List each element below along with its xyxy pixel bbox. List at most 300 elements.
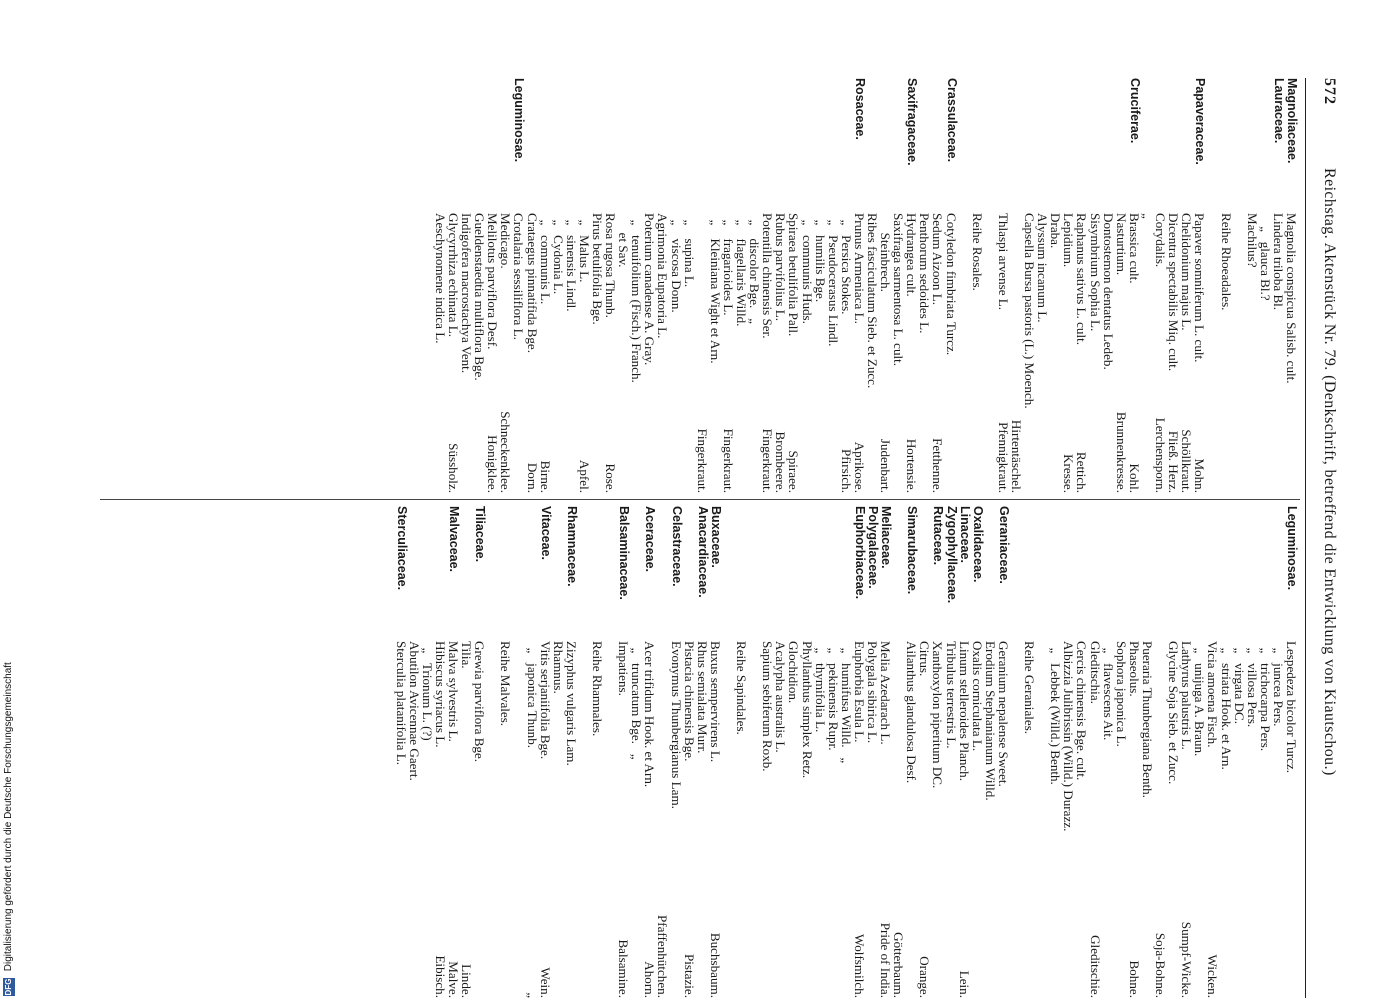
species-name: Gueldenstaedtia multiflora Bge. bbox=[472, 213, 488, 381]
list-item bbox=[1180, 78, 1193, 493]
species-name: Tribulus terrestris L. bbox=[943, 641, 959, 749]
list-item bbox=[722, 78, 735, 493]
species-name: Pirus betulifolia Bge. bbox=[590, 213, 606, 325]
family-name: Papaveraceae. bbox=[1193, 78, 1208, 165]
family-name: Rhamnaceae. bbox=[564, 506, 579, 587]
list-item bbox=[1193, 506, 1206, 998]
common-name: Rose. bbox=[603, 463, 619, 493]
list-item bbox=[1115, 506, 1128, 998]
species-name: „ glauca Bl.? bbox=[1257, 213, 1273, 301]
species-name: Sterculia platanifolia L. bbox=[393, 641, 409, 765]
family-name: Vitaceae. bbox=[538, 506, 553, 560]
species-name: „ flavescens Ait. bbox=[1100, 641, 1116, 741]
list-item bbox=[696, 506, 709, 998]
species-name: Reihe Rhoeadales. bbox=[1218, 213, 1234, 311]
list-item bbox=[656, 506, 669, 998]
common-name: Fingerkraut. bbox=[720, 428, 736, 493]
list-item bbox=[800, 78, 813, 493]
list-item bbox=[1102, 78, 1115, 493]
species-name: „ bbox=[1139, 213, 1155, 219]
species-name: Reihe Sapindales. bbox=[734, 641, 750, 735]
common-name: Pistazie. bbox=[681, 954, 697, 998]
list-item bbox=[761, 78, 774, 493]
right-column bbox=[88, 506, 1298, 998]
species-name: Erodium Stephanianum Willd. bbox=[982, 641, 998, 801]
species-name: „ Trionum L. (?) bbox=[419, 641, 435, 741]
list-item bbox=[643, 78, 656, 493]
list-item bbox=[486, 78, 499, 493]
dfg-logo: DFG bbox=[4, 978, 13, 996]
common-name: Bohne. bbox=[1126, 960, 1142, 998]
species-name: Buxus sempervirens L. bbox=[707, 641, 723, 763]
list-item bbox=[1219, 506, 1232, 998]
species-name: Geranium nepalense Sweet. bbox=[995, 641, 1011, 787]
list-item bbox=[984, 506, 997, 998]
list-item bbox=[918, 78, 931, 493]
list-item bbox=[1089, 78, 1102, 493]
common-name: Brunnenkresse. bbox=[1113, 411, 1129, 493]
family-name: Polygalaceae. bbox=[866, 506, 880, 589]
list-item bbox=[578, 506, 591, 998]
species-name: Papaver somniferum L. cult. bbox=[1192, 213, 1208, 363]
species-name: Saxifraga sarmentosa L. cult. bbox=[891, 213, 907, 367]
list-item bbox=[774, 506, 787, 998]
species-name: Steinbrech. bbox=[878, 213, 894, 292]
list-item bbox=[565, 78, 578, 493]
list-item bbox=[761, 506, 774, 998]
list-item bbox=[1010, 78, 1023, 493]
list-item bbox=[1246, 506, 1259, 998]
species-name: Rosa rugosa Thunb. bbox=[603, 213, 619, 318]
list-item bbox=[656, 78, 669, 493]
common-name: Lerchensporn. bbox=[1153, 417, 1169, 493]
list-item bbox=[499, 506, 512, 998]
list-item bbox=[552, 506, 565, 998]
common-name: Hirtentäschel. bbox=[1009, 419, 1025, 493]
list-item bbox=[958, 506, 971, 998]
list-item bbox=[1259, 78, 1272, 493]
family-name: Anacardiaceae. bbox=[695, 506, 710, 598]
common-name: Schneckenklee. bbox=[498, 411, 514, 493]
species-name: Chelidonium majus L. bbox=[1179, 213, 1195, 331]
species-name: Crotalaria sessiliflora L. bbox=[511, 213, 527, 340]
family-name: Euphorbiaceae. bbox=[852, 506, 867, 600]
species-name: Melilotus parviflora Desf. bbox=[485, 213, 501, 350]
family-name: Lauraceae. bbox=[1271, 78, 1286, 144]
species-name: Albizzia Julibrissin (Willd.) Durazz. bbox=[1061, 641, 1077, 832]
family-name: Simarubaceae. bbox=[905, 506, 920, 595]
list-item bbox=[892, 78, 905, 493]
species-name: Evonymus Thunbergianus Lam. bbox=[668, 641, 684, 809]
list-item bbox=[774, 78, 787, 493]
species-name: Melia Azedarach L. bbox=[878, 641, 894, 745]
list-item bbox=[853, 78, 866, 493]
species-name: „ supina L. bbox=[681, 213, 697, 288]
list-item bbox=[787, 78, 800, 493]
list-item bbox=[931, 78, 944, 493]
list-item bbox=[1285, 78, 1298, 493]
species-name: „ japonica Thunb. bbox=[524, 641, 540, 749]
list-item bbox=[709, 78, 722, 493]
species-name: „ Kleiniana Wight et Arn. bbox=[707, 213, 723, 364]
list-item bbox=[578, 78, 591, 493]
species-name: Euphorbia Esula L. bbox=[851, 641, 867, 743]
species-name: „ striata Hook. et Arn. bbox=[1218, 641, 1234, 770]
list-item bbox=[1062, 78, 1075, 493]
list-item bbox=[604, 506, 617, 998]
list-item bbox=[814, 78, 827, 493]
species-name: Cotyledon fimbriata Turcz. bbox=[943, 213, 959, 356]
common-name: Spiraee. bbox=[786, 450, 802, 493]
species-name: „ truncatum Bge. „ bbox=[629, 641, 645, 760]
list-item bbox=[1154, 506, 1167, 998]
species-name: Magnolia conspicua Salisb. cult. bbox=[1284, 213, 1299, 384]
species-name: „ sinensis Lindl. bbox=[563, 213, 579, 312]
list-item bbox=[1036, 78, 1049, 493]
page-title: Reichstag. Aktenstück Nr. 79. (Denkschrift, betreffend die Entwicklung von Kiautschou.) bbox=[1321, 168, 1338, 776]
family-name: Rutaceae. bbox=[931, 506, 946, 566]
list-item bbox=[1233, 78, 1246, 493]
list-item bbox=[944, 506, 957, 998]
species-name: „ pekinensis Rupr. bbox=[825, 641, 841, 751]
family-name: Geraniaceae. bbox=[996, 506, 1011, 584]
species-name: et Sav. bbox=[616, 213, 632, 268]
species-name: Ailanthus glandulosa Desf. bbox=[904, 641, 920, 784]
list-item bbox=[971, 506, 984, 998]
list-item bbox=[735, 78, 748, 493]
species-name: Impatiens. bbox=[616, 641, 632, 696]
list-item bbox=[827, 78, 840, 493]
species-name: Corydalis. bbox=[1153, 213, 1169, 268]
list-item bbox=[709, 506, 722, 998]
common-name: Süssholz. bbox=[446, 443, 461, 493]
list-item bbox=[617, 78, 630, 493]
list-item bbox=[617, 506, 630, 998]
species-name: Tilia. bbox=[459, 641, 475, 669]
family-name: Magnoliaceae. bbox=[1285, 78, 1299, 164]
list-item bbox=[944, 78, 957, 493]
species-name: Hibiscus syriacus L. bbox=[432, 641, 448, 748]
species-name: Potentilla chinensis Ser. bbox=[760, 213, 776, 339]
common-name: Fingerkraut. bbox=[694, 428, 710, 493]
list-item bbox=[879, 78, 892, 493]
list-item bbox=[1259, 506, 1272, 998]
list-item bbox=[499, 78, 512, 493]
list-item bbox=[866, 78, 879, 493]
list-item bbox=[748, 506, 761, 998]
species-name: Xanthoxylon piperitum DC. bbox=[930, 641, 946, 789]
list-item bbox=[918, 506, 931, 998]
list-item bbox=[1285, 506, 1298, 998]
species-name: „ Lebbek (Willd.) Benth. bbox=[1048, 641, 1064, 785]
left-column bbox=[88, 78, 1298, 493]
common-name: Pfennigkraut. bbox=[995, 422, 1011, 493]
common-name: Apfel. bbox=[576, 459, 592, 493]
common-name: Pfirsich. bbox=[838, 448, 854, 493]
rotated-page bbox=[80, 78, 1340, 998]
species-name: Penthorum sedoides L. bbox=[917, 213, 933, 334]
species-name: „ humifusa Willd. „ bbox=[838, 641, 854, 764]
family-name: Tiliaceae. bbox=[473, 506, 488, 563]
list-item bbox=[525, 78, 538, 493]
species-name: Zizyphus vulgaris Lam. bbox=[563, 641, 579, 766]
common-name: Soja-Bohne. bbox=[1153, 932, 1169, 998]
species-name: Lespedeza bicolor Turcz. bbox=[1284, 641, 1299, 773]
list-item bbox=[958, 78, 971, 493]
species-name: Sophora japonica L. bbox=[1113, 641, 1129, 747]
species-name: „ Malus L. bbox=[576, 213, 592, 283]
list-item bbox=[683, 78, 696, 493]
list-item bbox=[984, 78, 997, 493]
list-item bbox=[696, 78, 709, 493]
list-item bbox=[1206, 506, 1219, 998]
family-name: Oxalidaceae. bbox=[970, 506, 985, 583]
list-item bbox=[840, 78, 853, 493]
species-name: Aeschynomene indica L. bbox=[432, 213, 448, 344]
species-name: Glycyrrhiza echinata L. bbox=[446, 213, 461, 337]
species-name: Rhamnus. bbox=[550, 641, 566, 694]
family-name: Balsaminaceae. bbox=[617, 506, 632, 600]
list-item bbox=[512, 78, 525, 493]
list-item bbox=[1128, 78, 1141, 493]
species-name: „ Persica Stokes. bbox=[838, 213, 854, 315]
species-name: Nasturtium. bbox=[1113, 213, 1129, 276]
species-name: Crataegus pinnatifida Bge. bbox=[524, 213, 540, 353]
list-item bbox=[1075, 78, 1088, 493]
list-item bbox=[1010, 506, 1023, 998]
species-name: Rubus parvifolius L. bbox=[773, 213, 789, 322]
list-item bbox=[539, 78, 552, 493]
page-header bbox=[1310, 78, 1340, 998]
common-name: Schöllkraut. bbox=[1179, 429, 1195, 493]
header-rule bbox=[1305, 78, 1306, 998]
common-name: Linde. bbox=[459, 964, 475, 998]
common-name: Judenbart. bbox=[878, 438, 894, 493]
species-name: Raphanus sativus L. cult. bbox=[1074, 213, 1090, 346]
list-item bbox=[1036, 506, 1049, 998]
species-name: Lepidium. bbox=[1061, 213, 1077, 268]
common-name: Eibisch. bbox=[432, 955, 448, 998]
list-item bbox=[1206, 78, 1219, 493]
list-item bbox=[460, 506, 473, 998]
list-item bbox=[1128, 506, 1141, 998]
list-item bbox=[931, 506, 944, 998]
list-item bbox=[434, 506, 447, 998]
list-item bbox=[1246, 78, 1259, 493]
page-number: 572 bbox=[1321, 78, 1338, 105]
species-name: „ Cydonia L. bbox=[550, 213, 566, 295]
list-item bbox=[787, 506, 800, 998]
common-name: Ahorn. bbox=[642, 961, 658, 998]
list-item bbox=[591, 506, 604, 998]
list-item bbox=[1272, 78, 1285, 493]
species-name: Dontostemon dentatus Ledeb. bbox=[1100, 213, 1116, 370]
list-item bbox=[486, 506, 499, 998]
list-item bbox=[604, 78, 617, 493]
species-name: „ discolor Bge. „ bbox=[747, 213, 763, 324]
common-name: Brombeere. bbox=[773, 431, 789, 493]
family-name: Leguminosae. bbox=[512, 78, 527, 163]
list-item bbox=[1167, 506, 1180, 998]
list-item bbox=[408, 506, 421, 998]
list-item bbox=[643, 506, 656, 998]
common-name: Wolfsmilch. bbox=[851, 933, 867, 998]
list-item bbox=[447, 506, 460, 998]
list-item bbox=[630, 506, 643, 998]
list-item bbox=[997, 506, 1010, 998]
species-name: „ humilis Bge. bbox=[812, 213, 828, 303]
species-name: Acer trifidum Hook. et Arn. bbox=[642, 641, 658, 788]
species-name: Grewia parviflora Bge. bbox=[472, 641, 488, 763]
species-name: Agrimonia Eupatoria L. bbox=[655, 213, 671, 339]
family-name: Saxifragaceae. bbox=[905, 78, 920, 166]
family-name: Linaceae. bbox=[957, 506, 972, 563]
species-name: Citrus. bbox=[917, 641, 933, 677]
list-item bbox=[670, 506, 683, 998]
list-item bbox=[748, 78, 761, 493]
funding-footer bbox=[3, 596, 19, 996]
common-name: Wicken. bbox=[1205, 954, 1221, 998]
species-name: Rhus semialata Murr. bbox=[694, 641, 710, 754]
species-name: Lathyrus palustris L. bbox=[1179, 641, 1195, 750]
species-name: Linum stelleroides Planch. bbox=[956, 641, 972, 782]
common-name: Malve. bbox=[446, 961, 461, 998]
species-name: „ thymifolia L. bbox=[812, 641, 828, 733]
list-item bbox=[1219, 78, 1232, 493]
list-item bbox=[670, 78, 683, 493]
list-item bbox=[1062, 506, 1075, 998]
list-item bbox=[1023, 506, 1036, 998]
list-item bbox=[1115, 78, 1128, 493]
species-name: Vitis serjaniifolia Bge. bbox=[537, 641, 553, 760]
family-name: Crassulaceae. bbox=[944, 78, 959, 163]
list-item bbox=[905, 78, 918, 493]
species-name: Indigofera macrostachya Vent. bbox=[459, 213, 475, 374]
common-name: Aprikose. bbox=[851, 441, 867, 493]
species-name: Dicentra spectabilis Miq. cult. bbox=[1166, 213, 1182, 372]
species-name: „ villosa Pers. bbox=[1244, 641, 1260, 728]
column-divider bbox=[100, 499, 1300, 500]
list-item bbox=[473, 78, 486, 493]
list-item bbox=[892, 506, 905, 998]
species-name: Medicago. bbox=[498, 213, 514, 269]
common-name: Wein. bbox=[537, 967, 553, 998]
common-name: Götterbaum. bbox=[891, 932, 907, 998]
species-name: Phaseolus. bbox=[1126, 641, 1142, 697]
list-item bbox=[512, 506, 525, 998]
common-name: Kresse. bbox=[1061, 454, 1077, 493]
species-name: Reihe Malvales. bbox=[498, 641, 514, 727]
common-name: Gleditschie. bbox=[1087, 935, 1103, 998]
common-name: „ bbox=[524, 992, 540, 998]
common-name: Buchsbaum. bbox=[707, 932, 723, 998]
list-item bbox=[1102, 506, 1115, 998]
list-item bbox=[905, 506, 918, 998]
common-name: Kohl. bbox=[1126, 463, 1142, 493]
species-name: Reihe Rosales. bbox=[969, 213, 985, 291]
species-name: Reihe Geraniales. bbox=[1022, 641, 1038, 735]
family-name: Celastraceae. bbox=[669, 506, 684, 587]
list-item bbox=[971, 78, 984, 493]
species-name: Draba. bbox=[1048, 213, 1064, 249]
species-name: „ viscosa Donn. bbox=[668, 213, 684, 313]
list-item bbox=[434, 78, 447, 493]
species-name: Gleditschia. bbox=[1087, 641, 1103, 704]
list-item bbox=[683, 506, 696, 998]
list-item bbox=[421, 506, 434, 998]
common-name: Orange. bbox=[917, 956, 933, 998]
list-item bbox=[1075, 506, 1088, 998]
common-name: Fingerkraut. bbox=[760, 428, 776, 493]
species-name: Malva sylvestris L. bbox=[446, 641, 461, 742]
species-name: „ tenuifolium (Fisch.) Franch. bbox=[629, 213, 645, 383]
common-name: Lein. bbox=[956, 970, 972, 998]
species-name: Sedum Aizoon L. bbox=[930, 213, 946, 306]
list-item bbox=[866, 506, 879, 998]
list-item bbox=[539, 506, 552, 998]
species-name: Sisymbrium Sophia L. bbox=[1087, 213, 1103, 332]
family-name: Leguminosae. bbox=[1285, 506, 1299, 591]
common-name: Honigklee. bbox=[485, 435, 501, 493]
common-name: Fließ. Herz. bbox=[1166, 430, 1182, 493]
species-name: Hydrangea cult. bbox=[904, 213, 920, 297]
common-name: Pride of India. bbox=[878, 922, 894, 998]
list-item bbox=[473, 506, 486, 998]
list-item bbox=[853, 506, 866, 998]
species-name: Reihe Rhamnales. bbox=[590, 641, 606, 737]
species-name: „ communis Huds. bbox=[799, 213, 815, 324]
family-name: Meliaceae. bbox=[879, 506, 894, 569]
common-name: Dorn. bbox=[524, 462, 540, 493]
list-item bbox=[800, 506, 813, 998]
species-name: Glochidion. bbox=[786, 641, 802, 704]
list-item bbox=[447, 78, 460, 493]
list-item bbox=[1023, 78, 1036, 493]
list-item bbox=[1193, 78, 1206, 493]
species-name: „ trichocarpa Pers. bbox=[1257, 641, 1273, 752]
species-name: Oxalis corniculata L. bbox=[969, 641, 985, 752]
species-name: Machilus? bbox=[1244, 213, 1260, 268]
list-item bbox=[735, 506, 748, 998]
funding-note: Digitalisierung gefördert durch die Deutsche Forschungsgemeinschaft bbox=[3, 662, 14, 972]
list-item bbox=[1089, 506, 1102, 998]
list-item bbox=[1141, 506, 1154, 998]
species-name: „ communis L. bbox=[537, 213, 553, 305]
list-item bbox=[1167, 78, 1180, 493]
species-name: Prunus Armeniaca L. bbox=[851, 213, 867, 324]
list-item bbox=[997, 78, 1010, 493]
common-name: Fetthenne. bbox=[930, 438, 946, 493]
list-item bbox=[814, 506, 827, 998]
list-item bbox=[1141, 78, 1154, 493]
list-item bbox=[722, 506, 735, 998]
list-item bbox=[840, 506, 853, 998]
species-name: Abutilon Avicennae Gaert. bbox=[406, 641, 422, 781]
list-item bbox=[1049, 506, 1062, 998]
list-item bbox=[565, 506, 578, 998]
list-item bbox=[879, 506, 892, 998]
list-item bbox=[525, 506, 538, 998]
species-name: „ Pseudocerasus Lindl. bbox=[825, 213, 841, 347]
list-item bbox=[827, 506, 840, 998]
list-item bbox=[1233, 506, 1246, 998]
family-name: Aceraceae. bbox=[643, 506, 658, 573]
species-name: Glycine Soja Sieb. et Zucc. bbox=[1166, 641, 1182, 785]
list-item bbox=[395, 506, 408, 998]
list-item bbox=[630, 78, 643, 493]
species-name: Poterium canadense A. Gray. bbox=[642, 213, 658, 366]
list-item bbox=[552, 78, 565, 493]
